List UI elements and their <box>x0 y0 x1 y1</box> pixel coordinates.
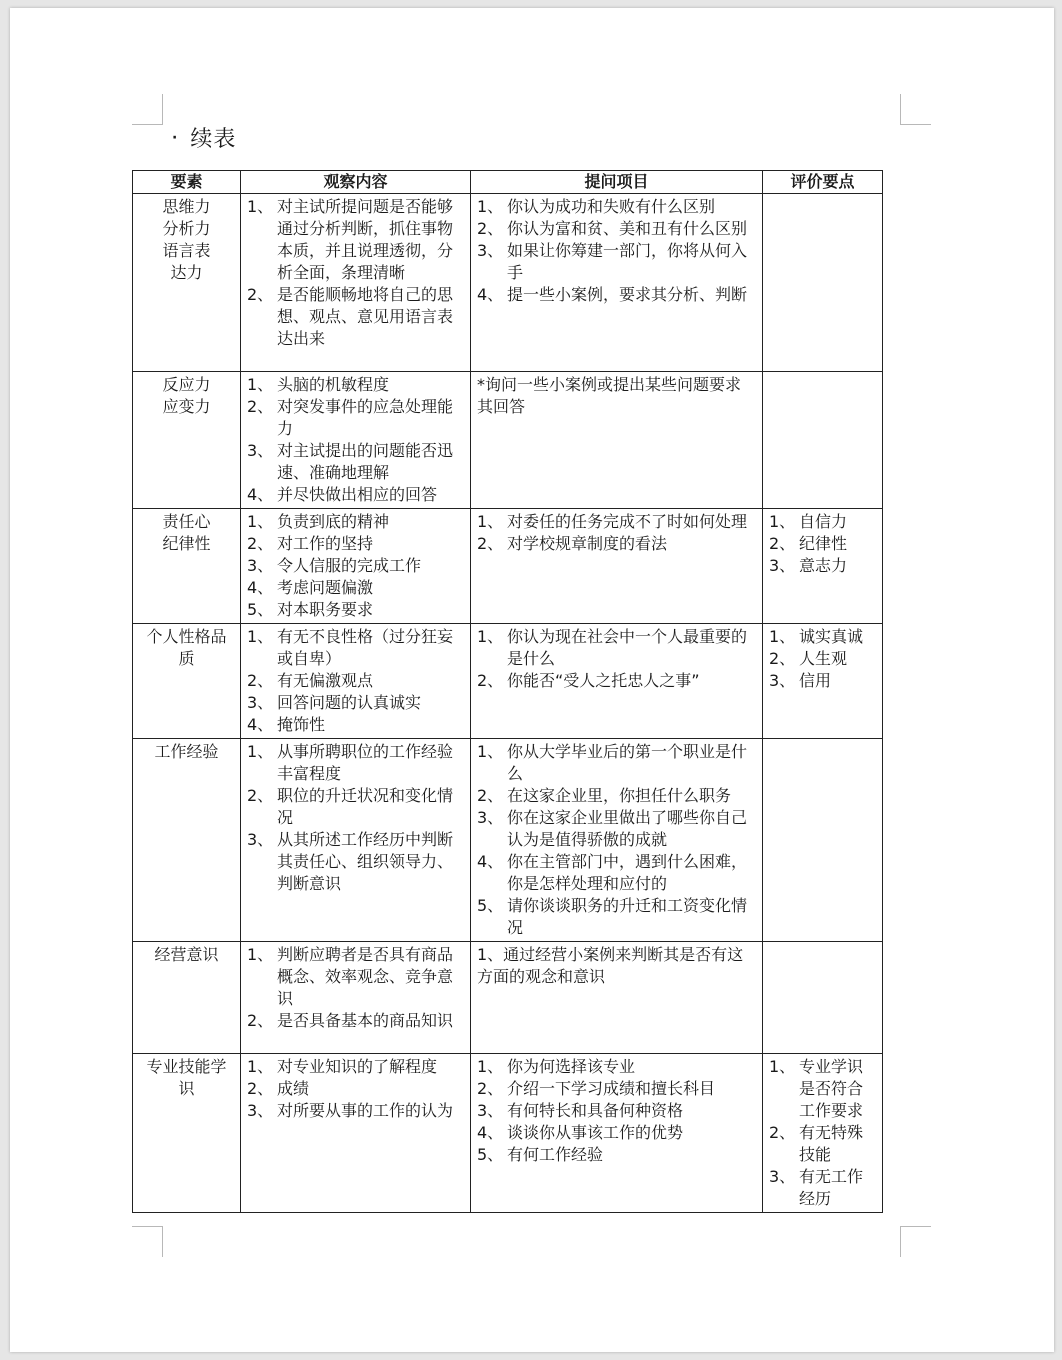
item-number: 5、 <box>247 600 274 619</box>
list-item <box>247 533 464 555</box>
factor-line: 个人性格品 <box>146 627 227 646</box>
observation-cell <box>241 942 471 1054</box>
factor-line: 经营意识 <box>154 945 219 964</box>
item-text: 头脑的机敏程度 <box>277 375 390 394</box>
item-text: 你为何选择该专业 <box>507 1057 636 1076</box>
list-item <box>477 196 756 218</box>
item-text: 有无工作经历 <box>799 1167 864 1208</box>
evaluation-cell <box>763 509 883 624</box>
list-item <box>247 714 464 736</box>
evaluation-cell-list <box>769 1056 876 1210</box>
item-number: 1、 <box>247 1057 274 1076</box>
item-number: 1、 <box>247 627 274 646</box>
item-number: 4、 <box>247 715 274 734</box>
item-text: 职位的升迁状况和变化情况 <box>277 786 454 827</box>
item-number: 4、 <box>477 285 504 304</box>
observation-cell-list <box>247 944 464 1032</box>
item-text: 谈谈你从事该工作的优势 <box>507 1123 684 1142</box>
table-row <box>133 194 883 372</box>
item-text: 纪律性 <box>799 534 848 553</box>
observation-cell-list <box>247 626 464 736</box>
observation-cell-list <box>247 374 464 506</box>
item-text: 有何工作经验 <box>507 1145 604 1164</box>
heading-bullet: · <box>172 129 179 146</box>
table-row <box>133 942 883 1054</box>
list-item <box>477 1122 756 1144</box>
evaluation-cell <box>763 194 883 372</box>
factor-cell <box>133 942 241 1054</box>
item-number: 3、 <box>247 556 274 575</box>
questions-cell <box>471 1054 763 1213</box>
section-heading <box>172 122 236 153</box>
questions-cell <box>471 739 763 942</box>
item-number: 3、 <box>247 693 274 712</box>
table-header-row <box>133 171 883 194</box>
observation-cell-list <box>247 741 464 895</box>
item-text: 是否能顺畅地将自己的思想、观点、意见用语言表达出来 <box>277 285 454 348</box>
item-number: 1、 <box>477 742 504 761</box>
item-text: 你认为现在社会中一个人最重要的是什么 <box>507 627 748 668</box>
item-number: 2、 <box>247 397 274 416</box>
item-text: 有何特长和具备何种资格 <box>507 1101 684 1120</box>
list-item <box>477 218 756 240</box>
list-item <box>247 1056 464 1078</box>
evaluation-cell-list <box>769 511 876 577</box>
questions-cell-list <box>477 511 756 555</box>
item-number: 3、 <box>477 808 504 827</box>
list-item <box>477 533 756 555</box>
list-item <box>247 670 464 692</box>
list-item <box>477 511 756 533</box>
list-item <box>477 785 756 807</box>
item-number: 2、 <box>247 1011 274 1030</box>
list-item <box>769 1056 876 1122</box>
item-text: 意志力 <box>799 556 848 575</box>
table-row <box>133 624 883 739</box>
item-text: 自信力 <box>799 512 848 531</box>
item-number: 4、 <box>247 578 274 597</box>
item-text: 对突发事件的应急处理能力 <box>277 397 454 438</box>
list-item <box>247 944 464 1010</box>
list-item <box>247 484 464 506</box>
observation-cell <box>241 372 471 509</box>
item-text: 专业学识是否符合工作要求 <box>799 1057 864 1120</box>
item-text: 对工作的坚持 <box>277 534 374 553</box>
item-number: 2、 <box>477 1079 504 1098</box>
observation-cell-list <box>247 511 464 621</box>
observation-cell <box>241 194 471 372</box>
questions-cell-list <box>477 1056 756 1166</box>
item-text: 掩饰性 <box>277 715 326 734</box>
factor-cell <box>133 372 241 509</box>
table-row <box>133 509 883 624</box>
item-text: 令人信服的完成工作 <box>277 556 422 575</box>
list-item <box>477 1100 756 1122</box>
questions-cell <box>471 509 763 624</box>
item-text: 信用 <box>799 671 832 690</box>
item-number: 4、 <box>247 485 274 504</box>
list-item <box>477 807 756 851</box>
list-item <box>477 670 756 692</box>
evaluation-cell <box>763 372 883 509</box>
evaluation-cell-list <box>769 626 876 692</box>
item-number: 3、 <box>769 1167 796 1186</box>
list-item <box>247 829 464 895</box>
item-number: 2、 <box>477 534 504 553</box>
questions-text: 1、通过经营小案例来判断其是否有这方面的观念和意识 <box>477 945 744 986</box>
item-number: 1、 <box>477 627 504 646</box>
item-number: 1、 <box>247 197 274 216</box>
item-number: 1、 <box>769 627 796 646</box>
evaluation-cell <box>763 739 883 942</box>
item-text: 对本职务要求 <box>277 600 374 619</box>
item-number: 1、 <box>769 512 796 531</box>
document-page <box>10 8 1054 1352</box>
table-row <box>133 739 883 942</box>
list-item <box>247 284 464 350</box>
item-number: 5、 <box>477 1145 504 1164</box>
item-text: 有无偏激观点 <box>277 671 374 690</box>
list-item <box>477 240 756 284</box>
item-number: 2、 <box>769 1123 796 1142</box>
list-item <box>769 533 876 555</box>
questions-cell-list <box>477 741 756 939</box>
item-number: 3、 <box>477 1101 504 1120</box>
interview-evaluation-table <box>132 170 883 1213</box>
list-item <box>477 1144 756 1166</box>
list-item <box>247 599 464 621</box>
factor-line: 应变力 <box>162 397 211 416</box>
item-text: 人生观 <box>799 649 848 668</box>
questions-cell-list <box>477 196 756 306</box>
observation-cell-list <box>247 1056 464 1122</box>
margin-corner-top-right <box>900 94 931 125</box>
list-item <box>769 555 876 577</box>
item-number: 3、 <box>769 671 796 690</box>
item-text: 并尽快做出相应的回答 <box>277 485 438 504</box>
questions-cell <box>471 624 763 739</box>
header-factor: 要素 <box>133 171 241 194</box>
factor-line: 反应力 <box>162 375 211 394</box>
item-number: 2、 <box>247 534 274 553</box>
list-item <box>769 511 876 533</box>
item-number: 3、 <box>477 241 504 260</box>
factor-line: 达力 <box>170 263 203 282</box>
list-item <box>769 1166 876 1210</box>
item-number: 2、 <box>769 534 796 553</box>
item-number: 3、 <box>247 830 274 849</box>
item-text: 你认为富和贫、美和丑有什么区别 <box>507 219 748 238</box>
observation-cell <box>241 509 471 624</box>
margin-corner-bottom-left <box>132 1226 163 1257</box>
item-text: 对委任的任务完成不了时如何处理 <box>507 512 748 531</box>
item-text: 从事所聘职位的工作经验丰富程度 <box>277 742 454 783</box>
item-number: 2、 <box>247 285 274 304</box>
factor-line: 专业技能学 <box>146 1057 227 1076</box>
factor-line: 识 <box>178 1079 195 1098</box>
table-row <box>133 1054 883 1213</box>
evaluation-cell <box>763 1054 883 1213</box>
item-text: 你从大学毕业后的第一个职业是什么 <box>507 742 748 783</box>
item-text: 对专业知识的了解程度 <box>277 1057 438 1076</box>
item-text: 回答问题的认真诚实 <box>277 693 422 712</box>
item-text: 请你谈谈职务的升迁和工资变化情况 <box>507 896 748 937</box>
item-text: 介绍一下学习成绩和擅长科目 <box>507 1079 716 1098</box>
item-number: 2、 <box>247 671 274 690</box>
questions-cell <box>471 194 763 372</box>
list-item <box>247 785 464 829</box>
table-row <box>133 372 883 509</box>
item-text: 你在主管部门中，遇到什么困难，你是怎样处理和应付的 <box>507 852 748 893</box>
list-item <box>477 626 756 670</box>
list-item <box>247 741 464 785</box>
factor-cell <box>133 194 241 372</box>
list-item <box>247 374 464 396</box>
list-item <box>247 1078 464 1100</box>
item-text: 你认为成功和失败有什么区别 <box>507 197 716 216</box>
item-text: 你能否“受人之托忠人之事” <box>507 671 700 690</box>
header-observation: 观察内容 <box>241 171 471 194</box>
item-text: 考虑问题偏激 <box>277 578 374 597</box>
item-text: 判断应聘者是否具有商品概念、效率观念、竞争意识 <box>277 945 454 1008</box>
questions-cell-list <box>477 626 756 692</box>
item-text: 如果让你筹建一部门，你将从何入手 <box>507 241 748 282</box>
factor-line: 语言表 <box>162 241 211 260</box>
item-number: 5、 <box>477 896 504 915</box>
heading-text: 续表 <box>190 127 237 152</box>
questions-text: *询问一些小案例或提出某些问题要求其回答 <box>477 375 742 416</box>
factor-line: 质 <box>178 649 195 668</box>
list-item <box>247 396 464 440</box>
factor-line: 工作经验 <box>154 742 219 761</box>
list-item <box>477 1078 756 1100</box>
list-item <box>477 851 756 895</box>
item-text: 对主试提出的问题能否迅速、准确地理解 <box>277 441 454 482</box>
list-item <box>247 511 464 533</box>
factor-cell <box>133 509 241 624</box>
list-item <box>247 555 464 577</box>
list-item <box>477 1056 756 1078</box>
item-text: 从其所述工作经历中判断其责任心、组织领导力、判断意识 <box>277 830 454 893</box>
item-number: 1、 <box>247 742 274 761</box>
item-number: 1、 <box>247 512 274 531</box>
list-item <box>247 440 464 484</box>
item-number: 1、 <box>477 197 504 216</box>
list-item <box>769 1122 876 1166</box>
item-number: 4、 <box>477 1123 504 1142</box>
list-item <box>477 895 756 939</box>
item-text: 对所要从事的工作的认为 <box>277 1101 454 1120</box>
item-text: 诚实真诚 <box>799 627 864 646</box>
margin-corner-top-left <box>132 94 163 125</box>
item-number: 2、 <box>247 1079 274 1098</box>
item-number: 2、 <box>477 671 504 690</box>
list-item <box>769 648 876 670</box>
item-text: 在这家企业里，你担任什么职务 <box>507 786 732 805</box>
item-text: 你在这家企业里做出了哪些你自己认为是值得骄傲的成就 <box>507 808 748 849</box>
factor-cell <box>133 1054 241 1213</box>
questions-cell <box>471 942 763 1054</box>
item-number: 2、 <box>477 219 504 238</box>
questions-cell <box>471 372 763 509</box>
item-number: 3、 <box>769 556 796 575</box>
factor-line: 纪律性 <box>162 534 211 553</box>
observation-cell <box>241 1054 471 1213</box>
item-text: 对主试所提问题是否能够通过分析判断，抓住事物本质，并且说理透彻，分析全面，条理清晰 <box>277 197 454 282</box>
observation-cell-list <box>247 196 464 350</box>
item-number: 1、 <box>247 945 274 964</box>
item-number: 4、 <box>477 852 504 871</box>
item-number: 1、 <box>477 512 504 531</box>
item-text: 有无特殊技能 <box>799 1123 864 1164</box>
item-text: 有无不良性格（过分狂妄或自卑） <box>277 627 454 668</box>
evaluation-cell <box>763 624 883 739</box>
table-body <box>133 194 883 1213</box>
item-text: 对学校规章制度的看法 <box>507 534 668 553</box>
item-number: 2、 <box>247 786 274 805</box>
header-questions: 提问项目 <box>471 171 763 194</box>
factor-cell <box>133 739 241 942</box>
list-item <box>247 626 464 670</box>
factor-line: 分析力 <box>162 219 211 238</box>
list-item <box>247 1100 464 1122</box>
evaluation-cell <box>763 942 883 1054</box>
list-item <box>769 670 876 692</box>
factor-cell <box>133 624 241 739</box>
list-item <box>247 692 464 714</box>
margin-corner-bottom-right <box>900 1226 931 1257</box>
item-number: 2、 <box>477 786 504 805</box>
header-evaluation: 评价要点 <box>763 171 883 194</box>
item-text: 负责到底的精神 <box>277 512 390 531</box>
observation-cell <box>241 739 471 942</box>
list-item <box>769 626 876 648</box>
item-number: 2、 <box>769 649 796 668</box>
list-item <box>247 577 464 599</box>
item-number: 3、 <box>247 441 274 460</box>
item-number: 1、 <box>477 1057 504 1076</box>
item-text: 提一些小案例，要求其分析、判断 <box>507 285 748 304</box>
list-item <box>247 1010 464 1032</box>
factor-line: 思维力 <box>162 197 211 216</box>
item-number: 1、 <box>247 375 274 394</box>
observation-cell <box>241 624 471 739</box>
item-number: 3、 <box>247 1101 274 1120</box>
item-number: 1、 <box>769 1057 796 1076</box>
list-item <box>247 196 464 284</box>
factor-line: 责任心 <box>162 512 211 531</box>
item-text: 是否具备基本的商品知识 <box>277 1011 454 1030</box>
item-text: 成绩 <box>277 1079 310 1098</box>
list-item <box>477 284 756 306</box>
list-item <box>477 741 756 785</box>
